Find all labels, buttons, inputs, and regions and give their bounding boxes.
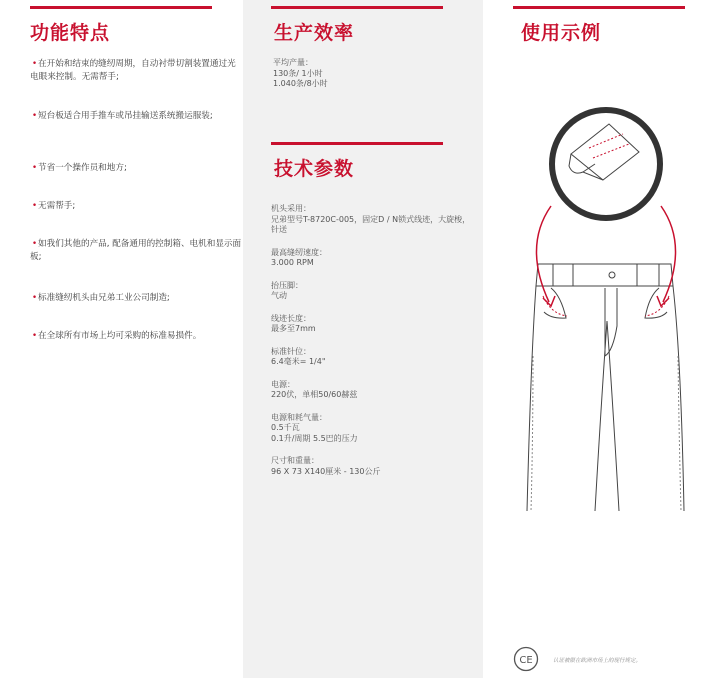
efficiency-text: 平均产量： 130条/ 1小时 1.040条/8小时 — [273, 58, 328, 88]
spec-item: 尺寸和重量： 96 X 73 X140厘米 - 130公斤 — [271, 456, 381, 476]
specs-column — [243, 0, 483, 678]
spec-item: 电源和耗气量： 0.5千瓦 0.1升/周期 5.5巴的压力 — [271, 412, 358, 443]
spec-item: 线迹长度： 最多至7mm — [271, 313, 316, 333]
spec-item: 标准针位： 6.4毫米= 1/4" — [271, 346, 326, 366]
ce-mark-icon — [513, 646, 539, 672]
list-item: •节省一个操作员和地方; — [32, 163, 127, 173]
bullet-icon: • — [32, 163, 38, 173]
bullet-icon: • — [32, 239, 38, 249]
list-item: •标准缝纫机头由兄弟工业公司制造; — [32, 293, 170, 303]
specs-rule — [271, 142, 443, 145]
list-item: •无需帮手; — [32, 201, 76, 211]
specs-title: 技术参数 — [274, 158, 355, 180]
example-rule — [513, 6, 685, 9]
bullet-icon: • — [32, 331, 38, 341]
example-title: 使用示例 — [521, 22, 602, 44]
spec-item: 抬压脚： 气动 — [271, 280, 303, 300]
spec-item: 电源： 220伏，单相50/60赫兹 — [271, 379, 358, 399]
efficiency-rule — [271, 6, 443, 9]
bullet-icon: • — [32, 201, 38, 211]
list-item: •短台板适合用手推车或吊挂输送系统搬运服装; — [32, 111, 213, 121]
features-column — [0, 0, 243, 678]
efficiency-title: 生产效率 — [274, 22, 355, 44]
spec-item: 最高缝纫速度： 3.000 RPM — [271, 247, 327, 267]
svg-text:CE: CE — [519, 655, 533, 666]
ce-note: 认证被限在欧洲市场上的现行规定。 — [553, 658, 642, 664]
example-column — [483, 0, 719, 678]
features-rule — [30, 6, 212, 9]
list-item: •如我们其他的产品, 配备通用的控制箱、电机和显示面板; — [30, 239, 242, 262]
jeans-illustration — [521, 106, 691, 516]
bullet-icon: • — [32, 293, 38, 303]
bullet-icon: • — [32, 111, 38, 121]
bullet-icon: • — [32, 59, 38, 69]
specs-list — [271, 204, 476, 489]
spec-item: 机头采用： 兄弟型号T-8720C-005，固定D / N锁式线迹，大旋梭，针送 — [271, 204, 471, 234]
list-item: •在开始和结束的缝纫周期，自动衬带切割装置通过光电眼来控制。无需帮手; — [30, 59, 236, 82]
features-title: 功能特点 — [30, 22, 111, 44]
list-item: •在全球所有市场上均可采购的标准易损件。 — [32, 331, 202, 341]
